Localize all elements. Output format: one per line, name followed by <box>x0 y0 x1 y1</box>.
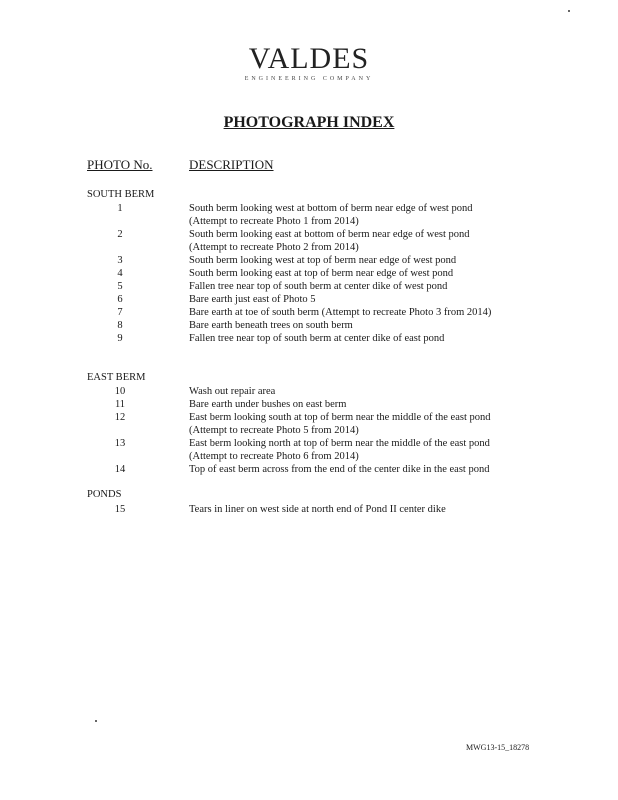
photo-number: 9 <box>117 333 123 344</box>
photo-number: 10 <box>114 386 126 397</box>
table-row <box>0 463 618 476</box>
table-row <box>0 437 618 450</box>
table-row <box>0 254 618 267</box>
section-label-south-berm: SOUTH BERM <box>87 189 155 200</box>
column-header-photo-no: PHOTO No. <box>87 157 153 172</box>
document-id: MWG13-15_18278 <box>466 743 530 752</box>
scan-speck <box>568 10 570 12</box>
company-logo <box>0 44 618 83</box>
scan-speck <box>95 720 97 722</box>
photo-description: Wash out repair area <box>189 386 276 397</box>
table-row <box>0 385 618 398</box>
photo-number: 5 <box>117 281 123 292</box>
photo-number: 4 <box>117 268 123 279</box>
photo-number: 15 <box>114 504 126 515</box>
photo-description: Bare earth at toe of south berm (Attempt to recreate Photo 3 from 2014) <box>189 307 492 318</box>
photo-description: East berm looking north at top of berm near the middle of the east pond <box>189 438 490 449</box>
photo-description: East berm looking south at top of berm near the middle of the east pond <box>189 412 491 423</box>
photo-description: South berm looking west at top of berm near edge of west pond <box>189 255 457 266</box>
table-row <box>0 450 618 463</box>
company-name: VALDES <box>248 42 370 75</box>
photo-description: (Attempt to recreate Photo 1 from 2014) <box>189 216 359 227</box>
photo-number: 11 <box>114 399 126 410</box>
photo-description: (Attempt to recreate Photo 5 from 2014) <box>189 425 359 436</box>
photo-number: 14 <box>114 464 126 475</box>
table-row <box>0 332 618 345</box>
table-row <box>0 306 618 319</box>
section-label-ponds: PONDS <box>87 489 122 500</box>
photo-description: Bare earth just east of Photo 5 <box>189 294 316 305</box>
page-title: PHOTOGRAPH INDEX <box>223 114 395 131</box>
photo-description: South berm looking east at top of berm near edge of west pond <box>189 268 454 279</box>
table-row <box>0 293 618 306</box>
table-row <box>0 202 618 215</box>
photo-number: 13 <box>114 438 126 449</box>
photo-description: Bare earth beneath trees on south berm <box>189 320 353 331</box>
table-row <box>0 280 618 293</box>
company-subtitle: ENGINEERING COMPANY <box>244 76 374 82</box>
photo-number: 6 <box>117 294 123 305</box>
photo-description: Tears in liner on west side at north end of Pond II center dike <box>189 504 446 515</box>
photo-number: 3 <box>117 255 123 266</box>
table-row <box>0 398 618 411</box>
photo-number: 2 <box>117 229 123 240</box>
photo-number: 8 <box>117 320 123 331</box>
table-row <box>0 215 618 228</box>
table-row <box>0 228 618 241</box>
photo-description: (Attempt to recreate Photo 2 from 2014) <box>189 242 359 253</box>
photo-description: Top of east berm across from the end of the center dike in the east pond <box>189 464 490 475</box>
table-row <box>0 319 618 332</box>
table-row <box>0 411 618 424</box>
section-label-east-berm: EAST BERM <box>87 372 146 383</box>
table-row <box>0 241 618 254</box>
photo-number: 1 <box>117 203 123 214</box>
photo-description: Fallen tree near top of south berm at center dike of west pond <box>189 281 448 292</box>
table-row <box>0 503 618 516</box>
photo-description: (Attempt to recreate Photo 6 from 2014) <box>189 451 359 462</box>
photo-number: 7 <box>117 307 123 318</box>
photo-description: South berm looking west at bottom of berm near edge of west pond <box>189 203 473 214</box>
photo-description: Fallen tree near top of south berm at center dike of east pond <box>189 333 445 344</box>
photo-number: 12 <box>114 412 126 423</box>
photo-description: South berm looking east at bottom of berm near edge of west pond <box>189 229 470 240</box>
column-header-description: DESCRIPTION <box>189 157 274 172</box>
table-row <box>0 424 618 437</box>
photo-description: Bare earth under bushes on east berm <box>189 399 347 410</box>
table-row <box>0 267 618 280</box>
